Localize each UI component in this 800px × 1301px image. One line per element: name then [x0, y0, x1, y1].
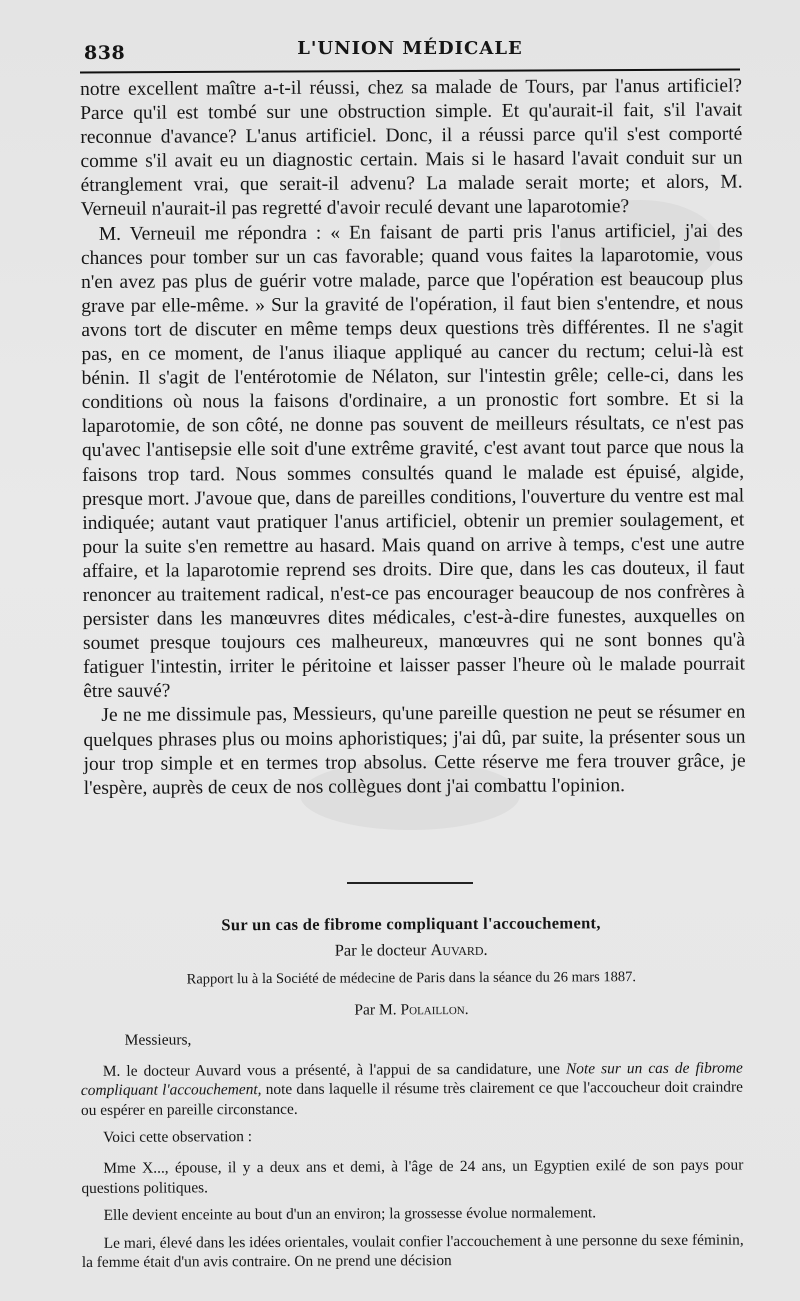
reporter-prefix: Par M.	[354, 1001, 401, 1019]
reporter-name: Polaillon.	[400, 1000, 469, 1019]
p1-text-a: M. le docteur Auvard vous a présenté, à l'appui de sa candidature, une	[102, 1060, 567, 1080]
author-name: Auvard.	[430, 939, 488, 960]
salutation: Messieurs,	[124, 1031, 192, 1049]
page-header	[80, 28, 740, 68]
article-title: Sur un cas de fibrome compliquant l'accouchement,	[221, 913, 601, 935]
paragraph-2: M. Verneuil me répondra : « En faisant de parti pris l'anus artificiel, j'ai des chances pour tomber sur un cas favorable; quand vous faites la laparotomie, vous n'en avez pas plus de guérir votre malade, parce que l'opération est beaucoup plus grave par elle-même. » Sur la gravité de l'opération, il faut bien s'entendre, et nous avons tort de discuter en même temps deux questions très différentes. Il ne s'agit pas, en ce moment, de l'anus iliaque appliqué au cancer du rectum; celui-là est bénin. Il s'agit de l'entérotomie de Nélaton, sur l'intestin grêle; celle-ci, dans les conditions où nous la faisons d'ordinaire, a un pronostic fort sombre. Et si la laparotomie, de son côté, ne donne pas souvent de meilleurs résultats, ce n'est pas qu'avec l'antisepsie elle soit d'une extrême gravité, c'est avant tout parce que nous la faisons trop tard. Nous sommes consultés quand le malade est épuisé, algide, presque mort. J'avoue que, dans de pareilles conditions, l'ouverture du ventre est mal indiquée; autant vaut pratiquer l'anus artificiel, obtenir un premier soulagement, et pour la suite s'en remettre au hasard. Mais quand on arrive à temps, c'est une autre affaire, et la laparotomie reprend ses droits. Dire que, dans les cas douteux, il faut renoncer au traitement radical, n'est-ce pas encourager beaucoup de nos confrères à persister dans les manœuvres dites médicales, c'est-à-dire funestes, auxquelles on soumet presque toujours ces malheureux, manœuvres qui ne sont bonnes qu'à fatiguer l'intestin, irriter le péritoine et laisser passer l'heure où le malade pourrait être sauvé?	[80, 220, 746, 703]
section-divider	[347, 882, 473, 884]
main-text	[80, 75, 746, 801]
article-paragraph-4: Elle devient enceinte au bout d'un an environ; la grossesse évolue normalement.	[103, 1204, 597, 1225]
article-paragraph-1	[81, 1058, 743, 1120]
article-author	[80, 939, 742, 962]
article-paragraph-2: Voici cette observation :	[103, 1128, 253, 1147]
running-head: L'UNION MÉDICALE	[297, 38, 523, 59]
p1-text-b: note dans laquelle il résume très clairement ce que l'accoucheur doit craindre ou espérer en pareille circonstance.	[80, 1078, 743, 1119]
mme-abbrev: Mme	[103, 1159, 136, 1177]
p3-text: X..., épouse, il y a deux ans et demi, à l'âge de 24 ans, un Egyptien exilé de son pays pour questions politiques.	[81, 1156, 744, 1197]
article-section	[80, 913, 744, 1273]
header-rule	[80, 69, 740, 74]
report-line: Rapport lu à la Société de médecine de Paris dans la séance du 26 mars 1887.	[186, 969, 637, 988]
p1-italic-title: Note sur un cas de fibrome compliquant l'accouchement,	[80, 1059, 743, 1100]
paragraph-1: notre excellent maître a-t-il réussi, chez sa malade de Tours, par l'anus artificiel? Parce qu'il est tombé sur une obstruction simple. Et qu'aurait-il fait, s'il l'avait reconnue d'avance? L'anus artificiel. Donc, il a réussi parce qu'il s'est comporté comme s'il avait eu un diagnostic certain. Mais si le hasard l'avait conduit sur un étranglement vrai, que serait-il advenu? La malade serait morte; et alors, M. Verneuil n'aurait-il pas regretté d'avoir reculé devant une laparotomie?	[80, 75, 743, 221]
article-paragraph-5: Le mari, élevé dans les idées orientales, voulait confier l'accouchement à une personne du sexe féminin, la femme était d'un avis contraire. On ne prend une décision	[81, 1231, 744, 1272]
reporter-line	[80, 1000, 742, 1021]
article-paragraph-3	[81, 1155, 743, 1198]
paragraph-3: Je ne me dissimule pas, Messieurs, qu'une pareille question ne peut se résumer en quelques phrases plus ou moins aphoristiques; j'ai dû, par suite, la présenter sous un jour trop simple et en termes trop absolus. Cette réserve me fera trouver grâce, je l'espère, auprès de ceux de nos collègues dont j'ai combattu l'opinion.	[83, 701, 746, 799]
page-number: 838	[84, 42, 126, 64]
author-prefix: Par le docteur	[334, 940, 431, 960]
